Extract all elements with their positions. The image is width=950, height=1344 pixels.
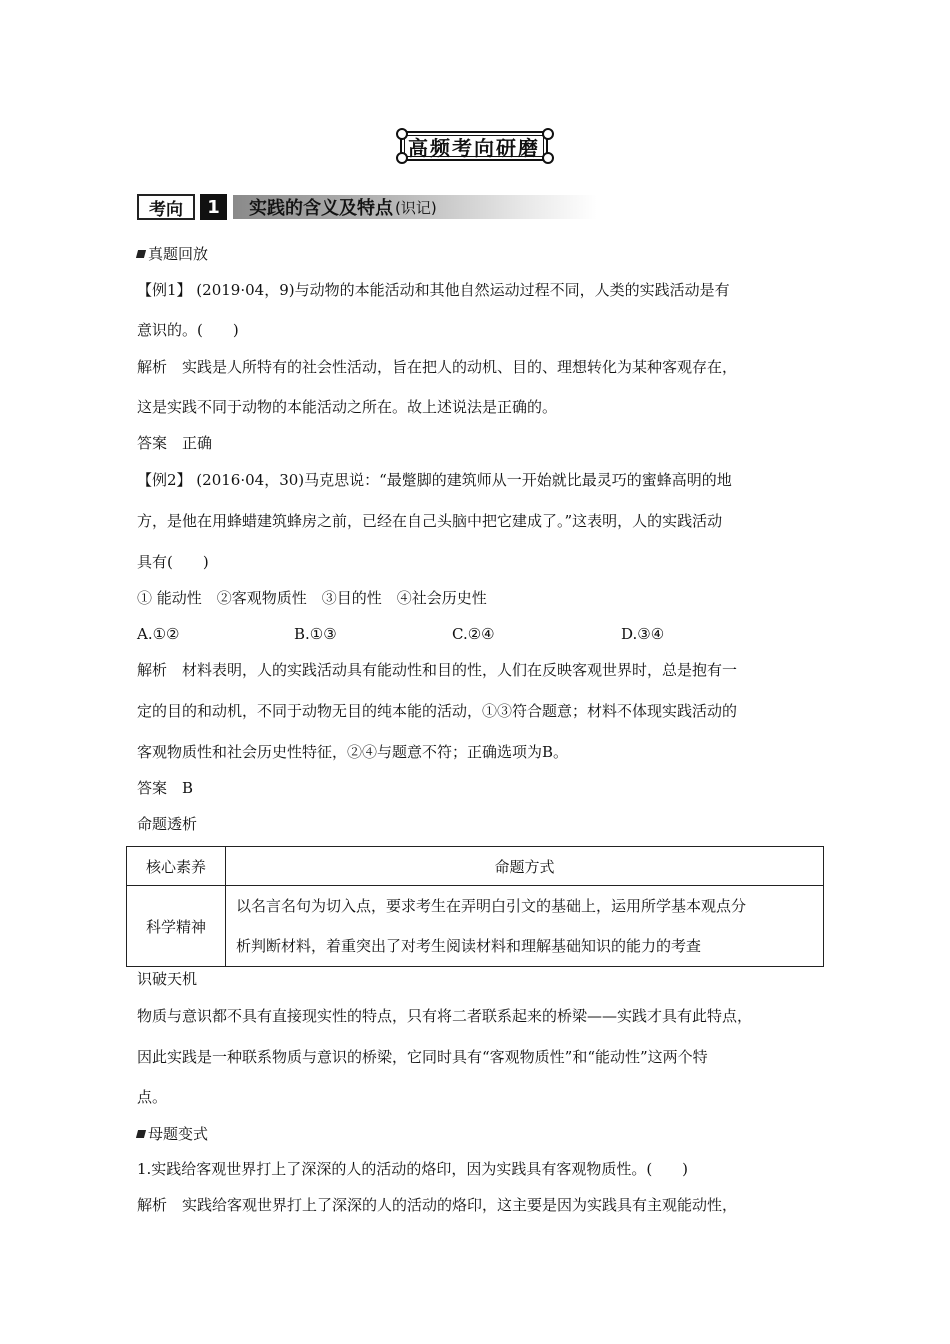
example1-analysis-line2: 这是实践不同于动物的本能活动之所在。故上述说法是正确的。	[137, 398, 558, 416]
title-scroll	[396, 128, 554, 164]
example2-question-line2: 方，是他在用蜂蜡建筑蜂房之前，已经在自己头脑中把它建成了。”这表明，人的实践活动	[137, 512, 723, 530]
example1-answer: 答案 正确	[137, 434, 213, 452]
example2-analysis-line3: 客观物质性和社会历史性特征，②④与题意不符；正确选项为B。	[137, 743, 569, 761]
variant-analysis-1: 解析 实践给客观世界打上了深深的人的活动的烙印，这主要是因为实践具有主观能动性，	[137, 1196, 738, 1214]
example1-question-line2: 意识的。( )	[137, 321, 239, 339]
example2-question-line1: 【例2】 (2016·04，30)马克思说：“最蹩脚的建筑师从一开始就比最灵巧的蜜蜂高明的地	[137, 471, 732, 489]
variant-question-1: 1.实践给客观世界打上了深深的人的活动的烙印，因为实践具有客观物质性。( )	[137, 1160, 689, 1178]
scroll-curl-icon	[396, 128, 408, 140]
subsection-real-label: 真题回放	[148, 245, 209, 263]
insight-line2: 因此实践是一种联系物质与意识的桥梁，它同时具有“客观物质性”和“能动性”这两个特	[137, 1048, 708, 1066]
scroll-curl-icon	[542, 152, 554, 164]
square-bullet-icon	[136, 1130, 146, 1138]
example2-analysis-line2: 定的目的和动机，不同于动物无目的纯本能的活动，①③符合题意；材料不体现实践活动的	[137, 702, 738, 720]
option-d: D.③④	[621, 625, 665, 643]
section-title-tag: (识记)	[395, 198, 437, 217]
analysis-table	[126, 846, 824, 967]
example2-question-line3: 具有( )	[137, 553, 209, 571]
table-header-cell: 命题方式	[226, 847, 824, 886]
subsection-variant	[137, 1124, 208, 1144]
section-number: 1	[200, 194, 227, 220]
subsection-real	[137, 244, 208, 264]
example2-analysis-line1: 解析 材料表明，人的实践活动具有能动性和目的性，人们在反映客观世界时，总是抱有一	[137, 661, 738, 679]
table-header-row	[127, 847, 824, 886]
section-label: 考向	[137, 194, 195, 220]
section-title-text: 实践的含义及特点	[249, 198, 393, 219]
section-header	[137, 192, 597, 222]
analysis-heading: 命题透析	[137, 815, 198, 833]
table-cell-method	[226, 886, 824, 967]
subsection-variant-label: 母题变式	[148, 1125, 209, 1143]
table-cell-competency: 科学精神	[127, 886, 226, 967]
table-header-cell: 核心素养	[127, 847, 226, 886]
option-a: A.①②	[137, 625, 180, 643]
example2-items: ① 能动性 ②客观物质性 ③目的性 ④社会历史性	[137, 589, 487, 607]
square-bullet-icon	[136, 250, 146, 258]
insight-line3: 点。	[137, 1088, 168, 1106]
section-title	[249, 195, 437, 219]
page-title: 高频考向研磨	[408, 135, 540, 160]
example2-answer: 答案 B	[137, 779, 194, 797]
scroll-curl-icon	[396, 152, 408, 164]
insight-line1: 物质与意识都不具有直接现实性的特点，只有将二者联系起来的桥梁——实践才具有此特点，	[137, 1007, 753, 1025]
table-cell-method-line2: 析判断材料，着重突出了对考生阅读材料和理解基础知识的能力的考查	[236, 937, 702, 955]
insight-heading: 识破天机	[137, 970, 198, 988]
option-b: B.①③	[294, 625, 337, 643]
scroll-curl-icon	[542, 128, 554, 140]
option-c: C.②④	[452, 625, 495, 643]
example1-question-line1: 【例1】 (2019·04，9)与动物的本能活动和其他自然运动过程不同，人类的实践活动是有	[137, 281, 730, 299]
title-frame	[400, 131, 548, 161]
table-row	[127, 886, 824, 967]
table-cell-method-line1: 以名言名句为切入点，要求考生在弄明白引文的基础上，运用所学基本观点分	[236, 897, 747, 915]
example1-analysis-line1: 解析 实践是人所特有的社会性活动，旨在把人的动机、目的、理想转化为某种客观存在，	[137, 358, 738, 376]
